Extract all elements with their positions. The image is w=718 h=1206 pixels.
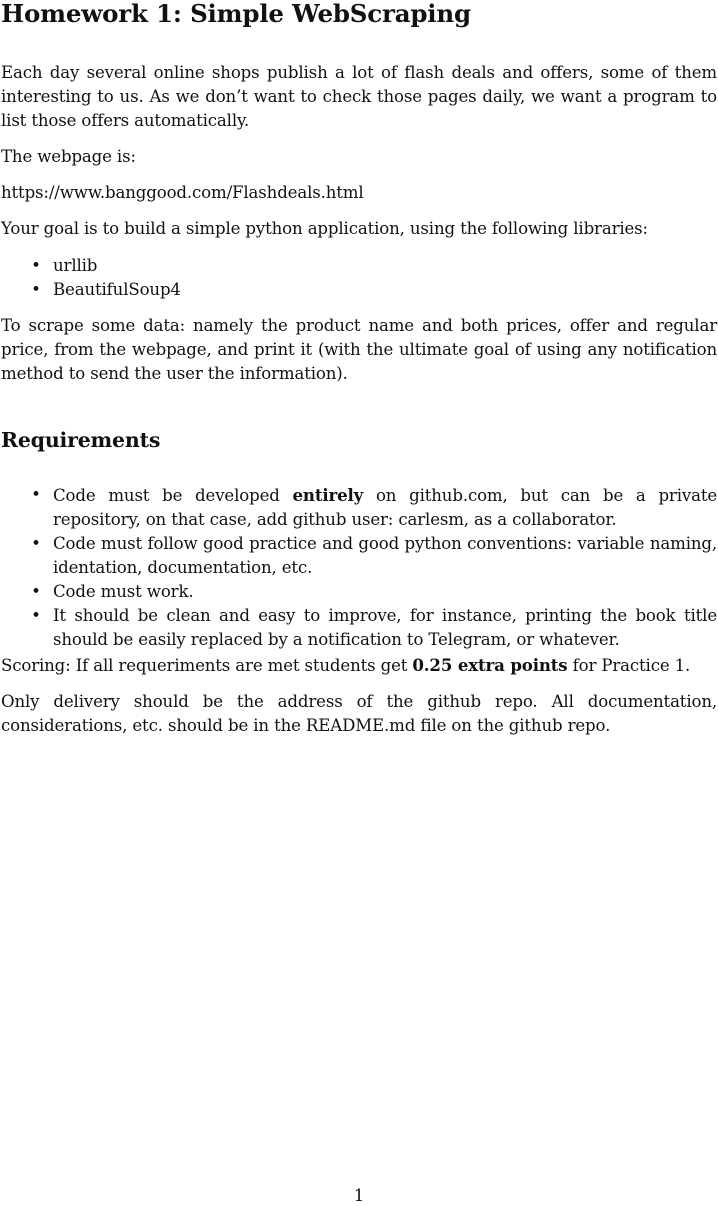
webpage-url: https://www.banggood.com/Flashdeals.html bbox=[1, 183, 364, 202]
list-item bbox=[1, 580, 717, 604]
scoring-text-before: Scoring: If all requeriments are met students get bbox=[1, 656, 413, 675]
requirement-text-after: on github.com, but can be a private repository, on that case, add github user: carlesm, as a collaborator. bbox=[53, 486, 718, 529]
delivery-paragraph: Only delivery should be the address of the github repo. All documentation, considerations, etc. should be in the README.md file on the github repo. bbox=[1, 692, 717, 735]
scoring-emphasis: 0.25 extra points bbox=[412, 655, 568, 675]
goal-paragraph: Your goal is to build a simple python application, using the following libraries: bbox=[1, 219, 648, 238]
bullet-icon: • bbox=[31, 256, 41, 275]
requirement-text: It should be clean and easy to improve, for instance, printing the book title should be easily replaced by a notification to Telegram, or whatever. bbox=[53, 606, 717, 649]
requirement-text-before: Code must be developed bbox=[53, 486, 293, 505]
list-item bbox=[1, 483, 717, 532]
scoring-paragraph bbox=[1, 653, 717, 678]
document-title: Homework 1: Simple WebScraping bbox=[1, 0, 471, 28]
bullet-icon: • bbox=[31, 534, 41, 553]
document-body bbox=[1, 0, 717, 738]
intro-paragraph: Each day several online shops publish a lot of flash deals and offers, some of them interesting to us. As we don’t want to check those pages daily, we want a program to list those offers automatically. bbox=[1, 63, 717, 130]
bullet-icon: • bbox=[31, 280, 41, 299]
bullet-icon: • bbox=[31, 582, 41, 601]
list-item bbox=[1, 254, 717, 278]
webpage-label: The webpage is: bbox=[1, 147, 136, 166]
requirements-list bbox=[1, 483, 717, 652]
requirements-heading: Requirements bbox=[1, 428, 161, 452]
requirement-text: Code must work. bbox=[53, 582, 194, 601]
list-item bbox=[1, 604, 717, 652]
libraries-list bbox=[1, 254, 717, 302]
list-item bbox=[1, 278, 717, 302]
requirement-emphasis: entirely bbox=[292, 485, 364, 505]
scrape-description-paragraph: To scrape some data: namely the product name and both prices, offer and regular price, from the webpage, and print it (with the ultimate goal of using any notification method to send the user the information). bbox=[1, 316, 717, 383]
bullet-icon: • bbox=[31, 606, 41, 625]
requirement-text: Code must follow good practice and good python conventions: variable naming, identation, documentation, etc. bbox=[53, 534, 717, 577]
scoring-text-after: for Practice 1. bbox=[567, 656, 691, 675]
page-number: 1 bbox=[353, 1186, 365, 1205]
library-name: urllib bbox=[53, 256, 98, 275]
list-item bbox=[1, 532, 717, 580]
bullet-icon: • bbox=[31, 485, 41, 504]
library-name: BeautifulSoup4 bbox=[53, 280, 181, 299]
